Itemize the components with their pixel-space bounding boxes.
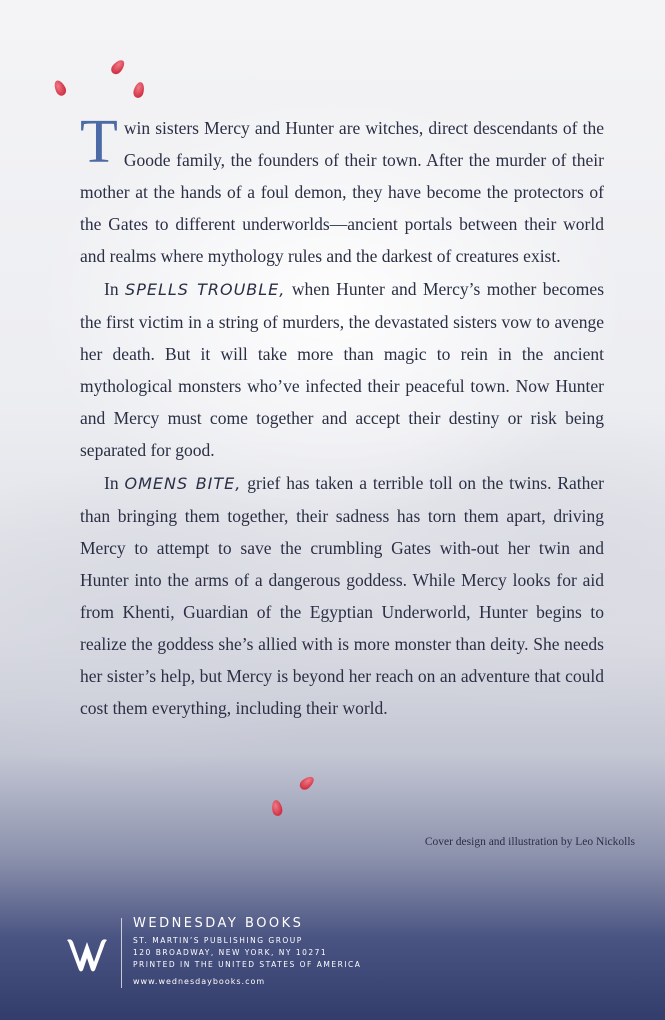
blurb-text [80,108,604,725]
publisher-url[interactable]: www.wednesdaybooks.com [133,977,266,986]
paragraph-intro [80,108,604,272]
publisher-name: WEDNESDAY BOOKS [133,916,304,931]
petal-decoration [298,774,317,792]
paragraph-lead: In [104,279,119,299]
wednesday-books-logo [62,928,112,978]
paragraph-spells-trouble-text: when Hunter and Mercy’s mother becomes the first victim in a string of murders, the devastated sisters vow to avenge her death. But it will take more than magic to rein in the ancient mythological monsters who’ve infected their peaceful town. Now Hunter and Mercy must come together and accept their destiny or risk being separated for good. [80,279,604,460]
publisher-address: 120 BROADWAY, NEW YORK, NY 10271 [133,948,328,957]
paragraph-omens-bite [80,467,604,724]
book-title-omens-bite: OMENS BITE, [124,474,242,493]
publisher-info [133,916,361,986]
paragraph-intro-text: win sisters Mercy and Hunter are witches, direct descendants of the Goode family, the founders of their town. After the murder of their mother at the hands of a foul demon, they have become the protectors of the Gates to different underworlds—ancient portals between their world and realms where mythology rules and the darkest of creatures exist. [80,118,604,266]
petal-decoration [52,79,68,98]
printed-in: PRINTED IN THE UNITED STATES OF AMERICA [133,960,362,969]
paragraph-lead: In [104,473,119,493]
footer-divider [121,918,122,988]
publisher-group: ST. MARTIN’S PUBLISHING GROUP [133,936,303,945]
cover-credit: Cover design and illustration by Leo Nickolls [424,836,635,848]
paragraph-omens-bite-text: grief has taken a terrible toll on the twins. Rather than bringing them together, their sadness has torn them apart, driving Mercy to attempt to save the crumbling Gates with-out her twin and Hunter into the arms of a dangerous goddess. While Mercy looks for aid from Khenti, Guardian of the Egyptian Underworld, Hunter begins to realize the goddess she’s allied with is more monster than deity. She needs her sister’s help, but Mercy is beyond her reach on an adventure that could cost them everything, including their world. [80,473,604,718]
book-title-spells-trouble: SPELLS TROUBLE, [125,280,286,299]
petal-decoration [109,58,127,77]
petal-decoration [271,799,284,816]
petal-decoration [132,81,146,99]
paragraph-spells-trouble [80,273,604,466]
drop-cap: T [80,108,118,176]
